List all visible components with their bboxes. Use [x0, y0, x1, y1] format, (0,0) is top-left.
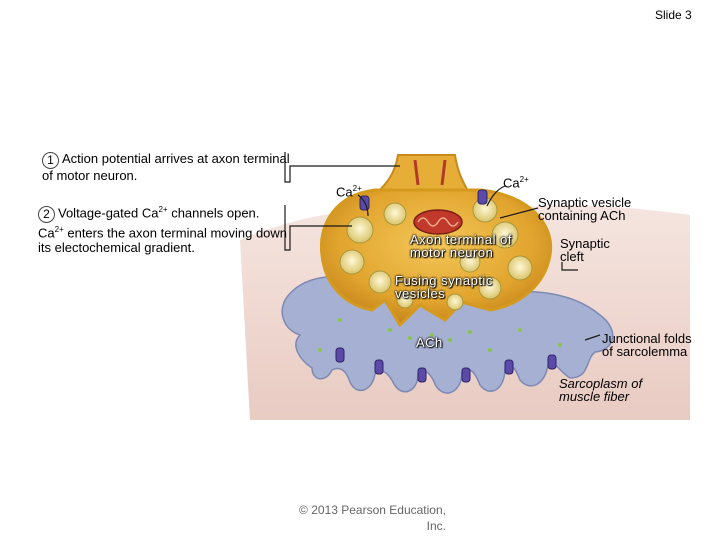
step-1-number: 1	[42, 152, 59, 169]
step-1	[42, 152, 292, 183]
label-synaptic-cleft: Synaptic cleft	[560, 236, 610, 264]
step-2-text-part-5: enters the axon terminal moving down its electochemical gradient.	[38, 225, 288, 255]
step-2-charge-2: 2+	[54, 225, 64, 235]
step-2-number: 2	[38, 206, 55, 223]
step-2-charge-1: 2+	[158, 205, 168, 214]
step-2-text-part-3: channels open. Ca	[38, 205, 260, 241]
step1-leader	[285, 152, 400, 182]
label-ach: ACh	[416, 335, 443, 350]
label-fusing-vesicles: Fusing synaptic vesicles	[395, 273, 493, 301]
label-junctional-folds: Junctional folds of sarcolemma	[602, 331, 692, 359]
step-2-text-part-1: Voltage-gated Ca	[58, 205, 159, 221]
label-ca-right: $Ca^{2+}$	[503, 175, 529, 191]
step-2	[38, 203, 288, 255]
label-axon-terminal: Axon terminal of motor neuron	[410, 232, 512, 260]
copyright-notice: © 2013 Pearson Education, Inc.	[299, 503, 446, 533]
label-synaptic-vesicle: Synaptic vesicle containing ACh	[538, 195, 632, 223]
label-ca-left: $Ca^{2+}$	[336, 184, 362, 200]
step-1-text: Action potential arrives at axon terminal of motor neuron.	[42, 151, 290, 183]
slide-number: Slide 3	[655, 8, 692, 22]
label-sarcoplasm: Sarcoplasm of muscle fiber	[559, 376, 643, 404]
